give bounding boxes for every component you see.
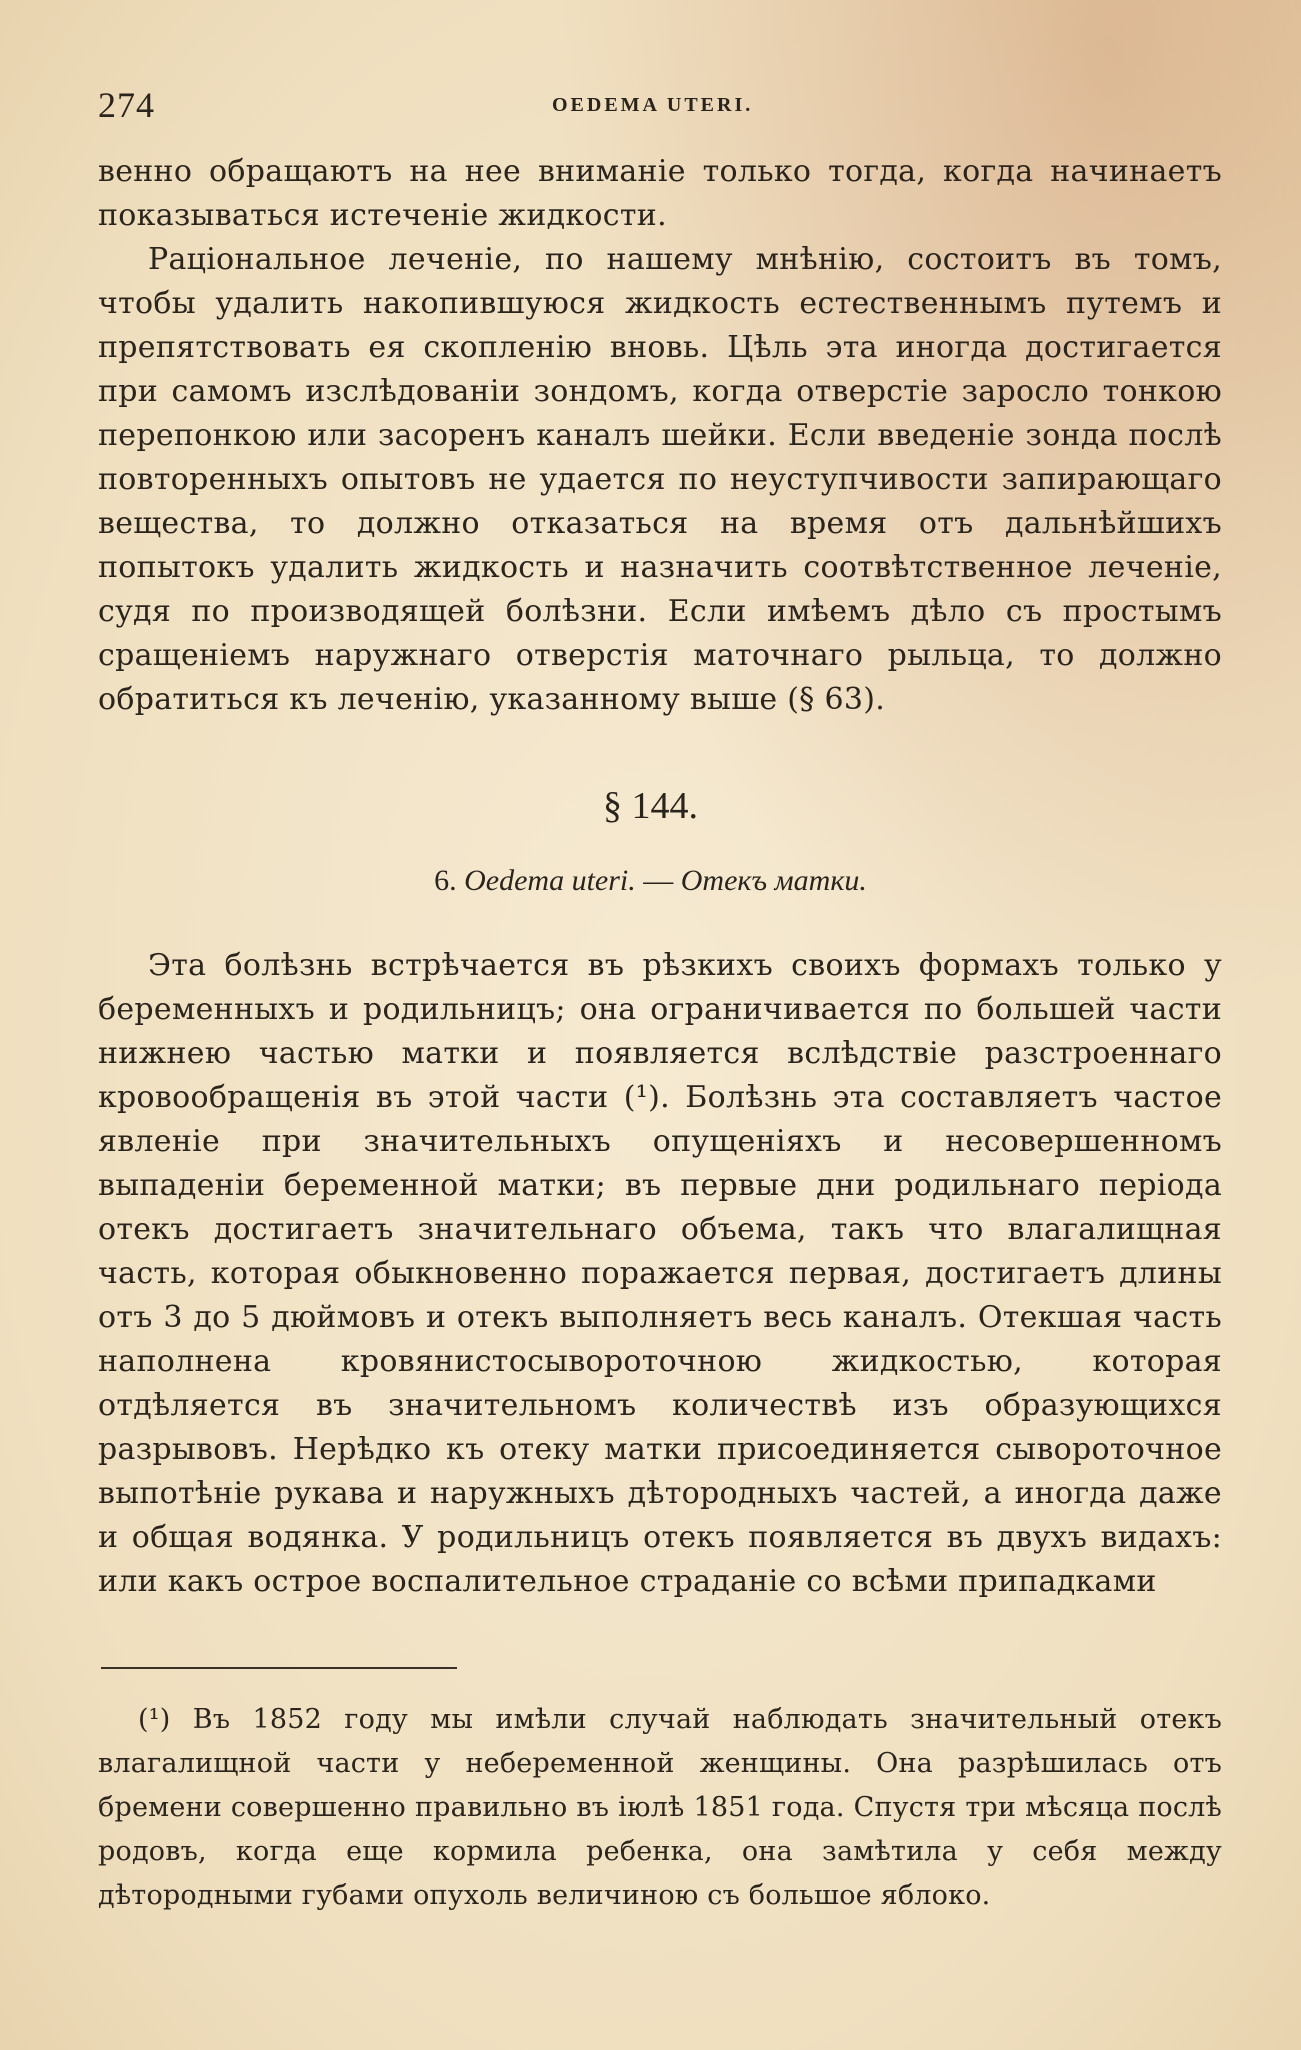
running-head: OEDEMA UTERI. — [552, 94, 754, 116]
body-text-lower — [98, 944, 1222, 1604]
footnote-marker: (¹) — [138, 1704, 171, 1735]
section-number: § 144. — [603, 785, 698, 827]
footnote-paragraph — [98, 1698, 1222, 1918]
section-title-dash: — — [643, 864, 674, 897]
footnote-divider — [101, 1667, 457, 1669]
paragraph-treatment: Раціональное леченіе, по нашему мнѣнію, состоитъ въ томъ, чтобы удалить накопившуюся жидкость естественнымъ путемъ и препятствовать ея скопленію вновь. Цѣль эта иногда достигается при самомъ изслѣдованіи зондомъ, когда отверстіе заросло тонкою перепонкою или засоренъ каналъ шейки. Если введеніе зонда послѣ повторенныхъ опытовъ не удается по неуступчивости запирающаго вещества, то должно отказаться на время отъ дальнѣйшихъ попытокъ удалить жидкость и назначить соотвѣтственное леченіе, судя по производящей болѣзни. Если имѣемъ дѣло съ простымъ сращеніемъ наружнаго отверстія маточнаго рыльца, то должно обратиться къ леченію, указанному выше (§ 63). — [98, 242, 1222, 717]
section-item-number: 6. — [434, 864, 457, 897]
footnote — [98, 1698, 1222, 1918]
section-title-russian: Отекъ матки. — [680, 864, 867, 897]
page-header — [98, 84, 1218, 134]
section-title-latin: Oedema uteri. — [464, 864, 636, 897]
page-number: 274 — [98, 85, 155, 125]
section-title — [0, 864, 1301, 898]
footnote-text: Въ 1852 году мы имѣли случай наблюдать значительный отекъ влагалищной части у небеременной женщины. Она разрѣшилась отъ бремени совершенно правильно въ іюлѣ 1851 года. Спустя три мѣсяца послѣ родовъ, когда еще кормила ребенка, она замѣтила у себя между дѣтородными губами опухоль величиною съ большое яблоко. — [98, 1704, 1222, 1911]
paragraph-oedema: Эта болѣзнь встрѣчается въ рѣзкихъ своихъ формахъ только у беременныхъ и родильницъ; она ограничивается по большей части нижнею частью матки и появляется вслѣдствіе разстроеннаго кровообращенія въ этой части (¹). Болѣзнь эта составляетъ частое явленіе при значительныхъ опущеніяхъ и несовершенномъ выпаденіи беременной матки; въ первые дни родильнаго періода отекъ достигаетъ значительнаго объема, такъ что влагалищная часть, которая обыкновенно поражается первая, достигаетъ длины отъ 3 до 5 дюймовъ и отекъ выполняетъ весь каналъ. Отекшая часть наполнена кровянистосывороточною жидкостью, которая отдѣляется въ значительномъ количествѣ изъ образующихся разрывовъ. Нерѣдко къ отеку матки присоединяется сывороточное выпотѣніе рукава и наружныхъ дѣтородныхъ частей, а иногда даже и общая водянка. У родильницъ отекъ появляется въ двухъ видахъ: или какъ острое воспалительное страданіе со всѣми припадками — [98, 948, 1222, 1599]
paragraph-continued: венно обращаютъ на нее вниманіе только тогда, когда начинаетъ показываться истеченіе жидкости. — [98, 154, 1222, 233]
body-text-upper — [98, 150, 1222, 722]
